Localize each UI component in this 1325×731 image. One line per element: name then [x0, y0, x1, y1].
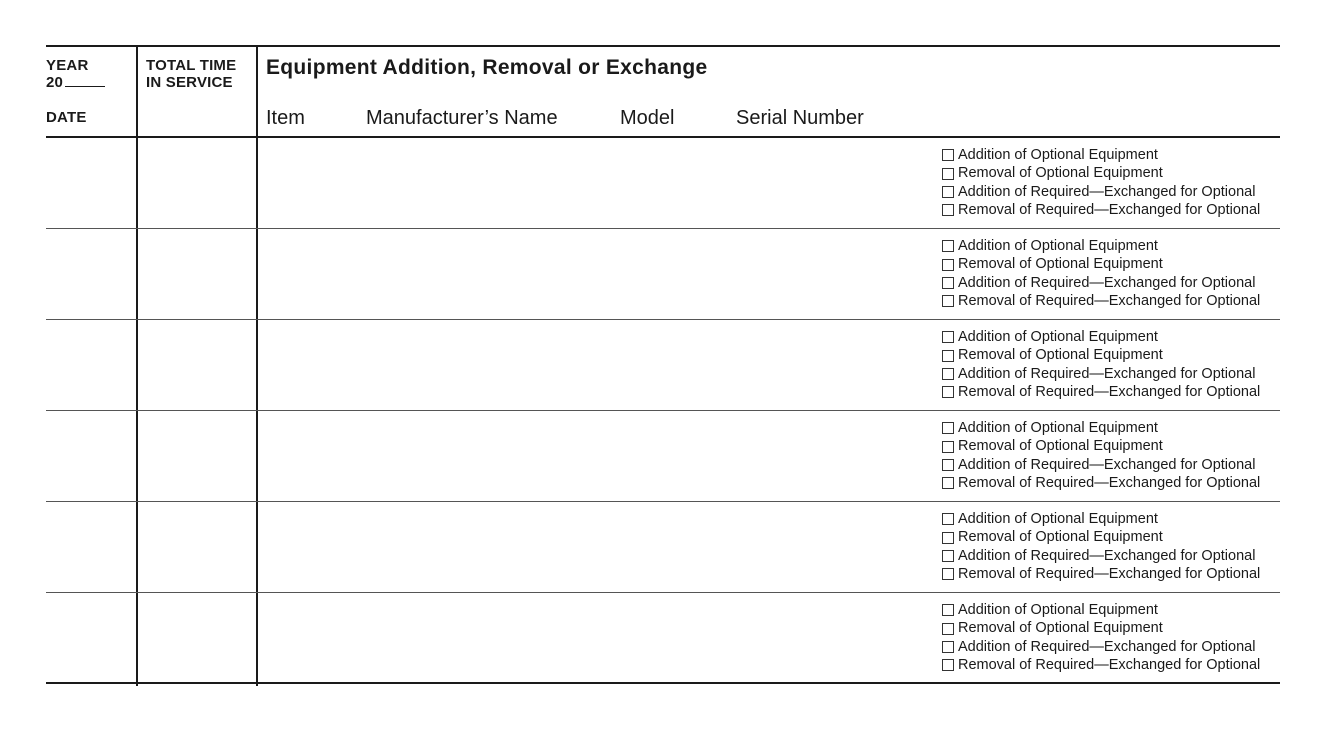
- option-checkbox-row[interactable]: [942, 437, 1280, 455]
- year-header: [46, 57, 105, 91]
- checkbox[interactable]: [942, 422, 954, 434]
- cell-total-time[interactable]: [138, 320, 256, 410]
- cell-year-date[interactable]: [46, 320, 136, 410]
- option-checkbox-row[interactable]: [942, 456, 1280, 474]
- checkbox[interactable]: [942, 295, 954, 307]
- top-rule: [46, 45, 1280, 47]
- checkbox[interactable]: [942, 204, 954, 216]
- cell-total-time[interactable]: [138, 138, 256, 228]
- option-checkbox-row[interactable]: [942, 419, 1280, 437]
- cell-equipment-entry[interactable]: [258, 411, 938, 501]
- change-type-options: [942, 601, 1280, 675]
- option-label: Addition of Optional Equipment: [958, 147, 1158, 163]
- checkbox[interactable]: [942, 550, 954, 562]
- checkbox[interactable]: [942, 623, 954, 635]
- cell-equipment-entry[interactable]: [258, 502, 938, 592]
- option-checkbox-row[interactable]: [942, 565, 1280, 583]
- checkbox[interactable]: [942, 240, 954, 252]
- option-checkbox-row[interactable]: [942, 383, 1280, 401]
- checkbox[interactable]: [942, 386, 954, 398]
- option-label: Removal of Optional Equipment: [958, 620, 1163, 637]
- option-checkbox-row[interactable]: [942, 255, 1280, 273]
- option-label: Addition of Required—Exchanged for Optional: [958, 638, 1256, 655]
- checkbox[interactable]: [942, 568, 954, 580]
- cell-total-time[interactable]: [138, 411, 256, 501]
- checkbox[interactable]: [942, 532, 954, 544]
- option-label: Removal of Required—Exchanged for Optional: [958, 293, 1261, 310]
- option-checkbox-row[interactable]: [942, 328, 1280, 346]
- option-checkbox-row[interactable]: [942, 619, 1280, 637]
- checkbox[interactable]: [942, 368, 954, 380]
- option-label: Addition of Optional Equipment: [958, 420, 1158, 436]
- option-label: Removal of Required—Exchanged for Optional: [958, 657, 1261, 674]
- column-header-item: Item: [266, 107, 305, 129]
- change-type-options: [942, 237, 1280, 311]
- option-checkbox-row[interactable]: [942, 638, 1280, 656]
- option-label: Removal of Optional Equipment: [958, 347, 1163, 364]
- option-checkbox-row[interactable]: [942, 274, 1280, 292]
- checkbox[interactable]: [942, 477, 954, 489]
- checkbox[interactable]: [942, 168, 954, 180]
- option-label: Addition of Required—Exchanged for Optional: [958, 547, 1256, 564]
- checkbox[interactable]: [942, 350, 954, 362]
- cell-total-time[interactable]: [138, 229, 256, 319]
- option-label: Addition of Required—Exchanged for Optional: [958, 183, 1256, 200]
- checkbox[interactable]: [942, 513, 954, 525]
- checkbox[interactable]: [942, 259, 954, 271]
- cell-year-date[interactable]: [46, 593, 136, 683]
- option-checkbox-row[interactable]: [942, 510, 1280, 528]
- bottom-rule: [46, 682, 1280, 684]
- checkbox[interactable]: [942, 641, 954, 653]
- option-label: Removal of Required—Exchanged for Optional: [958, 384, 1261, 401]
- option-checkbox-row[interactable]: [942, 292, 1280, 310]
- checkbox[interactable]: [942, 277, 954, 289]
- year-prefix: 20: [46, 74, 64, 91]
- cell-year-date[interactable]: [46, 411, 136, 501]
- year-label: YEAR: [46, 57, 89, 74]
- change-type-options: [942, 146, 1280, 220]
- change-type-options: [942, 510, 1280, 584]
- column-header-manufacturer: Manufacturer’s Name: [366, 107, 558, 129]
- option-label: Addition of Optional Equipment: [958, 602, 1158, 618]
- form-title: Equipment Addition, Removal or Exchange: [266, 56, 708, 79]
- cell-total-time[interactable]: [138, 502, 256, 592]
- cell-year-date[interactable]: [46, 138, 136, 228]
- checkbox[interactable]: [942, 186, 954, 198]
- option-label: Addition of Required—Exchanged for Optional: [958, 456, 1256, 473]
- option-label: Removal of Required—Exchanged for Optional: [958, 202, 1261, 219]
- option-checkbox-row[interactable]: [942, 474, 1280, 492]
- year-blank[interactable]: [65, 85, 105, 87]
- column-header-model: Model: [620, 107, 675, 129]
- option-checkbox-row[interactable]: [942, 601, 1280, 619]
- checkbox[interactable]: [942, 659, 954, 671]
- option-checkbox-row[interactable]: [942, 656, 1280, 674]
- option-label: Removal of Optional Equipment: [958, 165, 1163, 182]
- cell-total-time[interactable]: [138, 593, 256, 683]
- cell-equipment-entry[interactable]: [258, 593, 938, 683]
- date-label: DATE: [46, 109, 87, 126]
- option-label: Addition of Optional Equipment: [958, 329, 1158, 345]
- checkbox[interactable]: [942, 331, 954, 343]
- option-label: Removal of Required—Exchanged for Optional: [958, 475, 1261, 492]
- checkbox[interactable]: [942, 441, 954, 453]
- checkbox[interactable]: [942, 149, 954, 161]
- option-checkbox-row[interactable]: [942, 365, 1280, 383]
- option-label: Removal of Optional Equipment: [958, 438, 1163, 455]
- option-checkbox-row[interactable]: [942, 164, 1280, 182]
- cell-equipment-entry[interactable]: [258, 229, 938, 319]
- option-label: Addition of Required—Exchanged for Optional: [958, 365, 1256, 382]
- option-label: Removal of Optional Equipment: [958, 256, 1163, 273]
- total-time-label: TOTAL TIME IN SERVICE: [146, 57, 237, 91]
- option-label: Addition of Optional Equipment: [958, 238, 1158, 254]
- option-label: Addition of Optional Equipment: [958, 511, 1158, 527]
- option-checkbox-row[interactable]: [942, 237, 1280, 255]
- cell-equipment-entry[interactable]: [258, 320, 938, 410]
- option-checkbox-row[interactable]: [942, 528, 1280, 546]
- option-checkbox-row[interactable]: [942, 346, 1280, 364]
- cell-equipment-entry[interactable]: [258, 138, 938, 228]
- checkbox[interactable]: [942, 604, 954, 616]
- option-checkbox-row[interactable]: [942, 547, 1280, 565]
- column-header-serial-number: Serial Number: [736, 107, 864, 129]
- change-type-options: [942, 419, 1280, 493]
- option-label: Removal of Required—Exchanged for Optional: [958, 566, 1261, 583]
- option-checkbox-row[interactable]: [942, 201, 1280, 219]
- cell-year-date[interactable]: [46, 229, 136, 319]
- option-label: Removal of Optional Equipment: [958, 529, 1163, 546]
- option-checkbox-row[interactable]: [942, 183, 1280, 201]
- option-label: Addition of Required—Exchanged for Optional: [958, 274, 1256, 291]
- checkbox[interactable]: [942, 459, 954, 471]
- change-type-options: [942, 328, 1280, 402]
- option-checkbox-row[interactable]: [942, 146, 1280, 164]
- cell-year-date[interactable]: [46, 502, 136, 592]
